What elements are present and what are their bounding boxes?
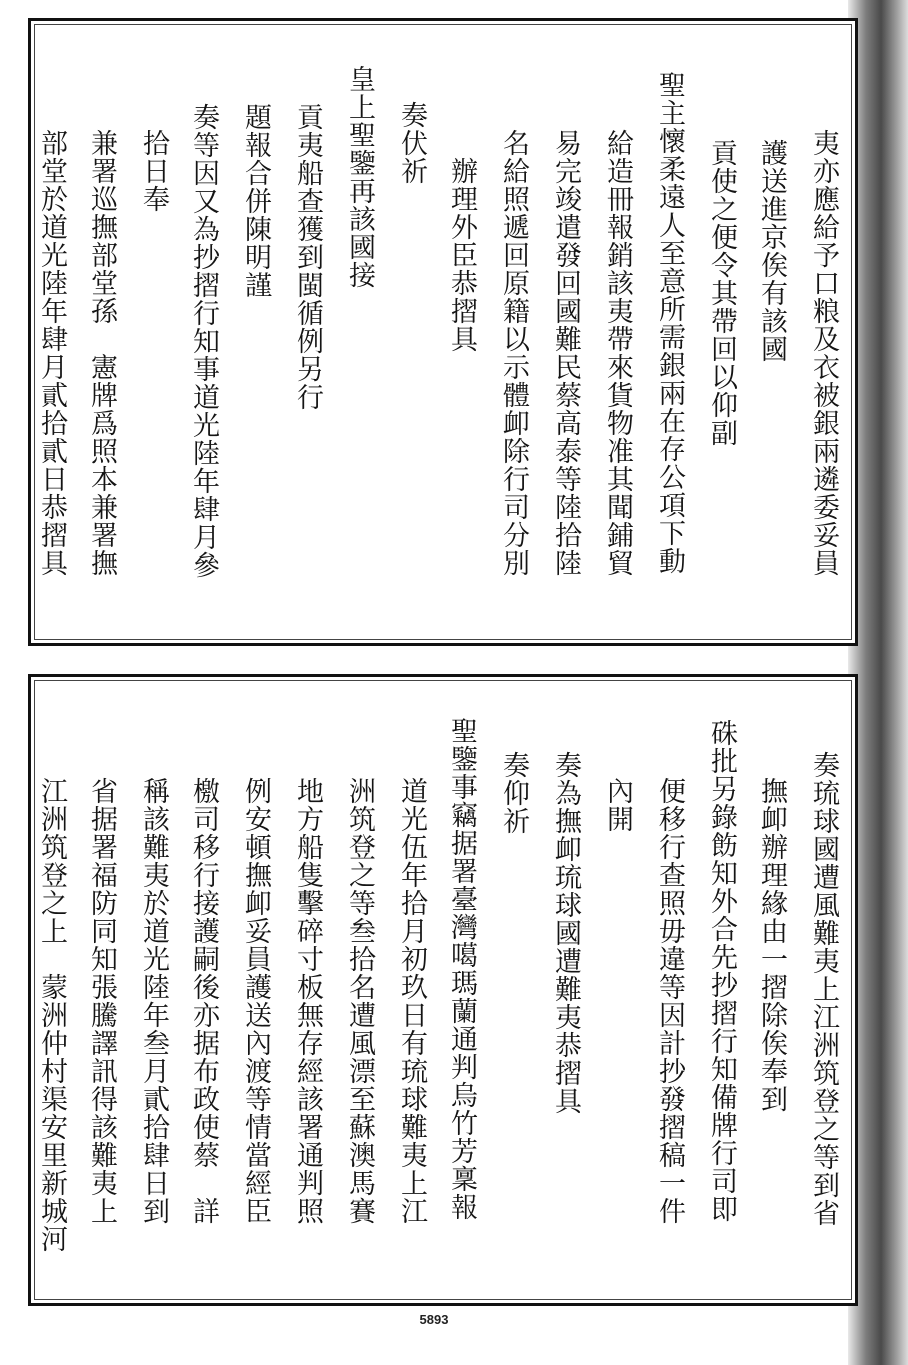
text-column: 辦理外臣恭摺具 [446,157,477,353]
text-column: 奏等因又為抄摺行知事道光陸年肆月參 [188,103,219,579]
text-column: 部堂於道光陸年肆月貳拾貳日恭摺具 [36,129,67,577]
text-column: 稱該難夷於道光陸年叁月貳拾肆日到 [138,777,169,1225]
text-column: 江洲筑登之上 蒙洲仲村渠安里新城河 [36,777,67,1253]
text-column: 撫卹辦理緣由一摺除俟奉到 [756,777,787,1113]
text-column: 奏仰祈 [498,751,529,835]
text-column: 檄司移行接護嗣後亦据布政使蔡 詳 [188,777,219,1225]
text-column: 貢夷船查獲到閩循例另行 [292,103,323,411]
text-column: 硃批另錄飭知外合先抄摺行知備牌行司即 [706,719,737,1223]
text-column: 兼署巡撫部堂孫 憲牌爲照本兼署撫 [86,129,117,577]
text-column: 名給照遞回原籍以示體卹除行司分別 [498,129,529,577]
bottom-document-panel [28,674,858,1306]
text-column: 例安頓撫卹妥員護送內渡等情當經臣 [240,777,271,1225]
text-column: 夷亦應給予口粮及衣被銀兩遴委妥員 [808,129,839,577]
text-column: 奏琉球國遭風難夷上江洲筑登之等到省 [808,751,839,1227]
text-column: 內開 [602,777,633,833]
text-column: 奏為撫卹琉球國遭難夷恭摺具 [550,751,581,1115]
top-document-panel [28,18,858,646]
page-number: 5893 [419,1312,449,1327]
text-column: 地方船隻擊碎寸板無存經該署通判照 [292,777,323,1225]
text-column: 便移行查照毋違等因計抄發摺稿一件 [654,777,685,1225]
text-column: 皇上聖鑒再該國接 [344,65,375,289]
text-column: 聖鑒事竊据署臺灣噶瑪蘭通判烏竹芳稟報 [446,717,477,1221]
text-column: 題報合併陳明謹 [240,103,271,299]
text-column: 道光伍年拾月初玖日有琉球難夷上江 [396,777,427,1225]
text-column: 拾日奉 [138,129,169,213]
text-column: 聖主懷柔遠人至意所需銀兩在存公項下動 [654,71,685,575]
text-column: 奏伏祈 [396,101,427,185]
text-column: 省据署福防同知張騰譯訊得該難夷上 [86,777,117,1225]
text-column: 給造冊報銷該夷帶來貨物准其聞鋪貿 [602,129,633,577]
text-column: 易完竣遣發回國難民蔡高泰等陸拾陸 [550,129,581,577]
text-column: 洲筑登之等叁拾名遭風漂至蘇澳馬賽 [344,777,375,1225]
text-column: 貢使之便令其帶回以仰副 [706,139,737,447]
text-column: 護送進京俟有該國 [756,139,787,363]
